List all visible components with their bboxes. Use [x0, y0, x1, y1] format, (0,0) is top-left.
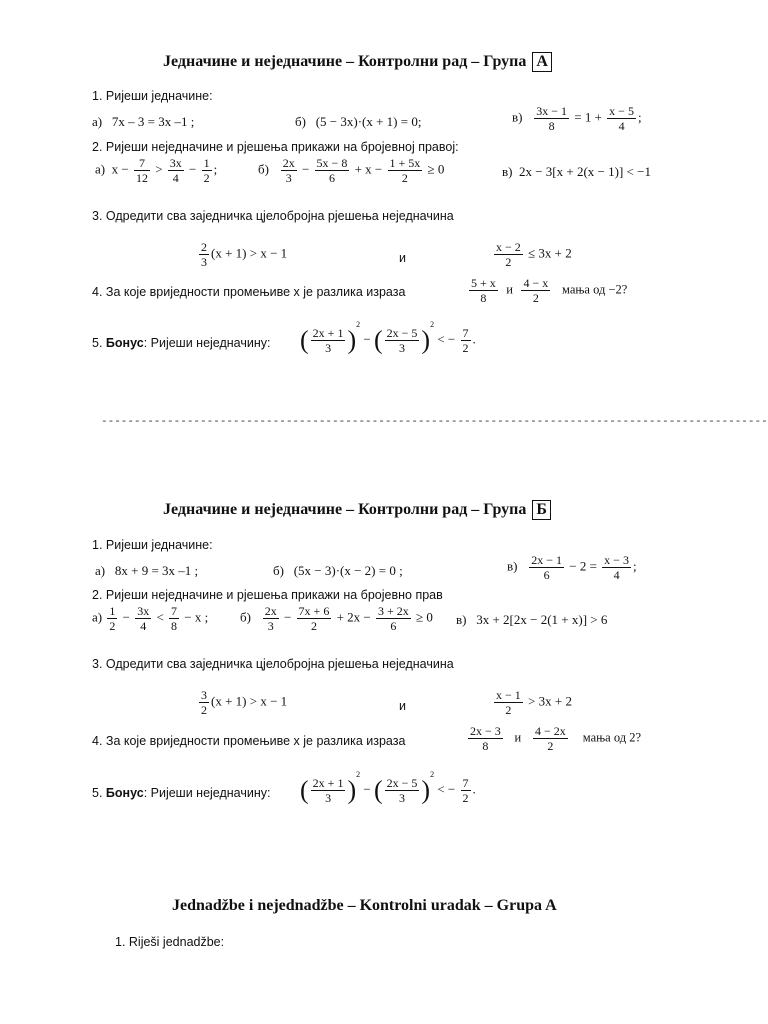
numerator: 3x — [137, 604, 150, 618]
label: в) — [456, 612, 467, 627]
operator: − — [189, 161, 197, 177]
fraction — [468, 724, 503, 753]
label: в) — [512, 109, 523, 125]
fraction — [169, 604, 179, 633]
fraction — [134, 156, 150, 185]
numerator: 5x − 8 — [316, 156, 348, 170]
numerator: x − 3 — [604, 553, 629, 567]
numerator: 5 + x — [471, 276, 496, 290]
question-text: : Ријеши неједначину: — [143, 786, 271, 800]
numerator: 3 — [201, 688, 207, 702]
group-a-q2v — [502, 164, 651, 180]
label: а) — [95, 161, 106, 177]
cut-line-separator: ----------------------------------------------------------------------------------------------------- — [101, 416, 768, 428]
denominator: 2 — [547, 739, 554, 753]
fraction — [385, 776, 420, 805]
group-a-q4-expr — [467, 276, 627, 305]
inequality: 3x + 2[2x − 2(1 + x)] > 6 — [476, 612, 608, 627]
numerator: 7x + 6 — [298, 604, 330, 618]
fraction — [533, 724, 568, 753]
group-a-q5-expr: ( $\frac{2x + 1}{3}$ )$^2$ − ( $\frac{2x - 5}{3}$ )$^2$ < − $\frac{7}{2}$ . — [300, 320, 476, 355]
fraction — [263, 604, 279, 633]
fraction — [461, 776, 471, 805]
fraction — [385, 326, 420, 355]
denominator: 4 — [172, 171, 179, 185]
group-a-q3-and: и — [399, 251, 406, 265]
numerator: 2x + 1 — [312, 326, 344, 340]
label: в) — [502, 164, 513, 179]
group-a-q5 — [92, 336, 270, 350]
group-latin-q1: 1. Riješi jednadžbe: — [115, 935, 225, 949]
group-a-q3-left — [197, 240, 287, 269]
fraction — [135, 604, 151, 633]
denominator: 2 — [462, 341, 469, 355]
group-latin-title: Jednadžbe i nejednadžbe – Kontrolni uradak – Grupa A — [172, 897, 557, 914]
group-a-title-text: Једначине и неједначине – Контролни рад – Група — [163, 53, 527, 70]
group-b-q1b — [273, 563, 403, 579]
group-b-q5 — [92, 786, 270, 800]
fraction — [602, 553, 631, 582]
label: а) — [92, 609, 103, 625]
fraction — [534, 104, 569, 133]
group-b-q1v — [507, 553, 637, 582]
numerator: 4 − 2x — [534, 724, 566, 738]
operator: > — [155, 161, 163, 177]
group-a-q2b — [258, 156, 444, 185]
group-a-q1b — [295, 114, 421, 130]
denominator: 3 — [201, 255, 207, 269]
numerator: 2x − 1 — [531, 553, 562, 567]
fraction — [607, 104, 636, 133]
group-a-q2: 2. Ријеши неједначине и рјешења прикажи на бројевној правој: — [92, 140, 459, 154]
operator: + 2x − — [336, 609, 371, 625]
numerator: 1 — [203, 156, 210, 170]
numerator: 2x − 3 — [470, 724, 501, 738]
inequality: 2x − 3[x + 2(x − 1)] < −1 — [518, 164, 651, 179]
denominator: 2 — [505, 703, 512, 717]
inequality: > 3x + 2 — [528, 693, 572, 709]
fraction — [494, 240, 523, 269]
numerator: 7 — [462, 776, 469, 790]
label: б) — [258, 161, 269, 177]
exponent: 2 — [356, 770, 361, 779]
bonus-label: Бонус — [105, 336, 144, 350]
operator: − — [363, 781, 371, 797]
label: а) — [92, 114, 103, 129]
operator: ; — [213, 161, 218, 177]
group-a-title — [163, 52, 552, 72]
fraction — [281, 156, 297, 185]
numerator: 2x + 1 — [312, 776, 344, 790]
numerator: 7 — [171, 604, 178, 618]
group-b-q2: 2. Ријеши неједначине и рјешења прикажи на бројевно прав — [92, 588, 443, 602]
equation: 8x + 9 = 3x –1 ; — [114, 563, 199, 578]
inequality: ≤ 3x + 2 — [528, 245, 572, 261]
equation: (5 − 3x)·(x + 1) = 0; — [315, 114, 422, 129]
group-a-letter: А — [532, 52, 552, 72]
denominator: 2 — [109, 619, 116, 633]
denominator: 2 — [203, 171, 210, 185]
operator: − — [283, 609, 292, 625]
denominator: 8 — [482, 739, 489, 753]
label: б) — [295, 114, 306, 129]
operator: + x − — [354, 161, 383, 177]
numerator: 3x — [169, 156, 182, 170]
group-a-q4 — [92, 285, 405, 299]
operator: ; — [632, 558, 637, 574]
group-a-q3-right — [492, 240, 572, 269]
question-text: 4. За које вриједности промењиве x је разлика израза — [92, 285, 406, 299]
group-a-q1: 1. Ријеши једначине: — [92, 89, 213, 103]
numerator: 1 + 5x — [389, 156, 421, 170]
group-b-q4-expr — [466, 724, 641, 753]
denominator: 4 — [140, 619, 147, 633]
operator: − — [122, 609, 130, 625]
operator: . — [472, 331, 476, 347]
bonus-label: Бонус — [105, 786, 144, 800]
group-b-q1a — [95, 563, 198, 579]
denominator: 2 — [532, 291, 539, 305]
numerator: 2 — [201, 240, 207, 254]
exponent: 2 — [430, 320, 435, 329]
denominator: 2 — [401, 171, 408, 185]
fraction — [494, 688, 523, 717]
group-b-q4 — [92, 734, 405, 748]
equation: (5x − 3)·(x − 2) = 0 ; — [293, 563, 403, 578]
conjunction: и — [506, 282, 513, 297]
label: б) — [273, 563, 284, 578]
fraction — [199, 240, 209, 269]
fraction — [311, 326, 346, 355]
operator: − 2 = — [569, 558, 597, 574]
group-a-q1v — [512, 104, 642, 133]
group-b-title — [163, 500, 551, 520]
denominator: 3 — [399, 791, 406, 805]
fraction — [376, 604, 411, 633]
question-end: мања од 2? — [582, 730, 642, 745]
denominator: 8 — [171, 619, 178, 633]
group-b-q2a — [92, 604, 208, 633]
fraction — [315, 156, 350, 185]
fraction — [521, 276, 550, 305]
group-b-letter: Б — [532, 500, 551, 520]
numerator: 1 — [109, 604, 116, 618]
group-b-q3-and: и — [399, 699, 406, 713]
denominator: 3 — [325, 791, 332, 805]
denominator: 3 — [267, 619, 274, 633]
fraction — [461, 326, 471, 355]
denominator: 6 — [328, 171, 335, 185]
operator: . — [472, 781, 476, 797]
number: 5. — [92, 336, 103, 350]
equation: 7x – 3 = 3x –1 ; — [111, 114, 195, 129]
label: в) — [507, 558, 518, 574]
group-b-q5-expr: ( $\frac{2x + 1}{3}$ )$^2$ − ( $\frac{2x - 5}{3}$ )$^2$ < − $\frac{7}{2}$ . — [300, 770, 476, 805]
operator: ≥ 0 — [427, 161, 445, 177]
fraction — [202, 156, 212, 185]
question-text: : Ријеши неједначину: — [143, 336, 271, 350]
operator: − x ; — [184, 609, 209, 625]
group-a-q3: 3. Одредити сва заједничка цјелобројна рјешења неједначина — [92, 209, 454, 223]
fraction — [297, 604, 332, 633]
denominator: 4 — [613, 568, 620, 582]
numerator: 7 — [462, 326, 469, 340]
group-b-title-text: Једначине и неједначине – Контролни рад – Група — [163, 501, 527, 518]
operator: − — [301, 161, 310, 177]
numerator: x − 5 — [609, 104, 634, 118]
conjunction: и — [514, 730, 522, 745]
fraction — [199, 688, 209, 717]
operator: < − — [437, 781, 456, 797]
denominator: 2 — [462, 791, 469, 805]
numerator: 2x − 5 — [386, 776, 418, 790]
denominator: 8 — [480, 291, 487, 305]
fraction — [529, 553, 564, 582]
group-a-q2a — [95, 156, 217, 185]
numerator: 4 − x — [523, 276, 549, 290]
operator: < − — [437, 331, 456, 347]
denominator: 8 — [548, 119, 555, 133]
denominator: 4 — [618, 119, 625, 133]
numerator: 3x − 1 — [536, 104, 567, 118]
operator: ; — [637, 109, 642, 125]
exponent: 2 — [430, 770, 435, 779]
group-b-q3-left — [197, 688, 287, 717]
denominator: 3 — [285, 171, 292, 185]
question-end: мања од −2? — [562, 282, 628, 297]
operator: − — [363, 331, 371, 347]
denominator: 3 — [399, 341, 406, 355]
question-text: 4. За које вриједности промењиве x је разлика израза — [92, 734, 406, 748]
term: x − — [111, 161, 129, 177]
numerator: x − 1 — [496, 688, 521, 702]
fraction — [311, 776, 346, 805]
numerator: 2x − 5 — [386, 326, 418, 340]
fraction — [168, 156, 184, 185]
operator: ≥ 0 — [416, 609, 433, 625]
fraction — [107, 604, 117, 633]
numerator: 2x — [282, 156, 295, 170]
numerator: 7 — [134, 156, 150, 171]
denominator: 6 — [390, 619, 397, 633]
fraction — [388, 156, 423, 185]
group-b-q3: 3. Одредити сва заједничка цјелобројна рјешења неједначина — [92, 657, 454, 671]
denominator: 2 — [310, 619, 317, 633]
label: б) — [240, 609, 251, 625]
denominator: 2 — [505, 255, 512, 269]
group-b-q2v — [456, 612, 607, 628]
numerator: 2x — [264, 604, 277, 618]
exponent: 2 — [356, 320, 361, 329]
denominator: 2 — [201, 703, 207, 717]
inequality: (x + 1) > x − 1 — [211, 245, 288, 261]
group-b-q3-right — [492, 688, 572, 717]
number: 5. — [92, 786, 103, 800]
inequality: (x + 1) > x − 1 — [211, 693, 288, 709]
group-b-q1: 1. Ријеши једначине: — [92, 538, 213, 552]
group-b-q2b — [240, 604, 433, 633]
denominator: 6 — [543, 568, 550, 582]
denominator: 3 — [325, 341, 332, 355]
operator: < — [156, 609, 164, 625]
operator: = 1 + — [574, 109, 602, 125]
numerator: x − 2 — [496, 240, 521, 254]
group-a-q1a — [92, 114, 194, 130]
denominator: 12 — [135, 171, 148, 185]
numerator: 3 + 2x — [378, 604, 409, 618]
fraction — [469, 276, 498, 305]
label: а) — [95, 563, 106, 578]
